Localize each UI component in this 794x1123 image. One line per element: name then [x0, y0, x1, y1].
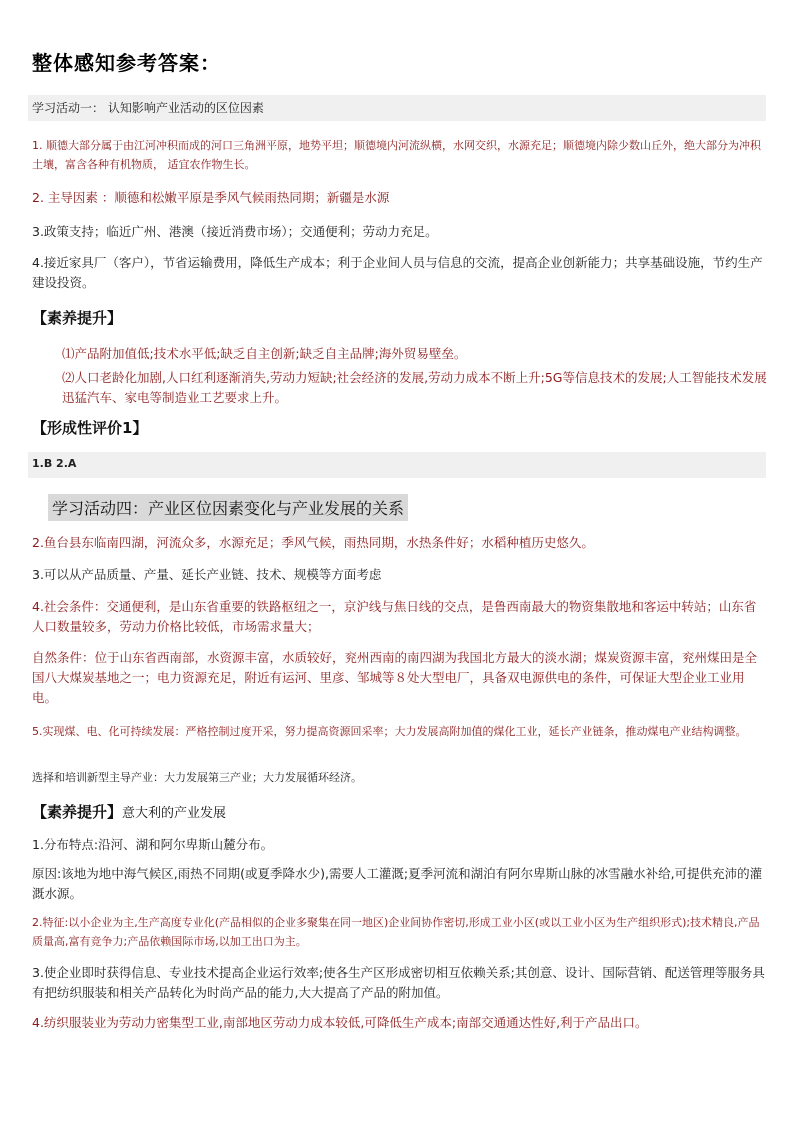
suyang2-answer-3: 3.使企业即时获得信息、专业技术提高企业运行效率;使各生产区形成密切相互依赖关系;其创意、设计、国际营销、配送管理等服务具有把纺织服装和相关产品转化为时尚产品的能力,大大提高了产品的附加值。 [32, 965, 765, 1000]
suyang1-answer-1: ⑴产品附加值低;技术水平低;缺乏自主创新;缺乏自主品牌;海外贸易壁垒。 [62, 346, 467, 361]
activity4-heading: 学习活动四：产业区位因素变化与产业发展的关系 [48, 494, 408, 521]
suyang2-heading-label: 【素养提升】 [32, 803, 123, 821]
a1-answer-4: 4.接近家具厂（客户），节省运输费用，降低生产成本；利于企业间人员与信息的交流，提高企业创新能力；共享基础设施，节约生产建设投资。 [32, 255, 763, 290]
a1-answer-3: 3.政策支持；临近广州、港澳（接近消费市场）；交通便利；劳动力充足。 [32, 224, 438, 239]
a4-answer-5: 5.实现煤、电、化可持续发展：严格控制过度开采，努力提高资源回采率；大力发展高附加值的煤化工业，延长产业链条，推动煤电产业结构调整。 [32, 725, 747, 738]
suyang2-answer-2: 2.特征:以小企业为主,生产高度专业化(产品相似的企业多聚集在同一地区)企业间协作密切,形成工业小区(或以工业小区为生产组织形式);技术精良,产品质量高,富有竞争力;产品依赖国际市场,以加工出口为主。 [32, 916, 760, 948]
a1-answer-1: 1. 顺德大部分属于由江河冲积而成的河口三角洲平原，地势平坦；顺德境内河流纵横，水网交织，水源充足；顺德境内除少数山丘外，绝大部分为冲积土壤，富含各种有机物质， 适宜农作物生长。 [32, 139, 761, 171]
a1-answer-2: 2. 主导因素 ：顺德和松嫩平原是季风气候雨热同期；新疆是水源 [32, 190, 390, 205]
xingcheng-heading: 【形成性评价1】 [32, 419, 148, 437]
a4-answer-2: 2.鱼台县东临南四湖，河流众多，水源充足；季风气候，雨热同期，水热条件好；水稻种植历史悠久。 [32, 535, 594, 550]
suyang2-answer-4: 4.纺织服装业为劳动力密集型工业,南部地区劳动力成本较低,可降低生产成本;南部交通通达性好,利于产品出口。 [32, 1015, 648, 1030]
suyang1-answer-2: ⑵人口老龄化加剧,人口红利逐渐消失,劳动力短缺;社会经济的发展,劳动力成本不断上升;5G等信息技术的发展;人工智能技术发展迅猛汽车、家电等制造业工艺要求上升。 [62, 370, 767, 405]
a4-answer-4-natural: 自然条件：位于山东省西南部，水资源丰富，水质较好，兖州西南的南四湖为我国北方最大的淡水湖；煤炭资源丰富，兖州煤田是全国八大煤炭基地之一；电力资源充足，附近有运河、里彦、邹城等８处大型电厂，具备双电源供电的条件，可保证大型企业工业用电。 [32, 650, 758, 705]
suyang2-answer-1b: 原因:该地为地中海气候区,雨热不同期(或夏季降水少),需要人工灌溉;夏季河流和湖泊有阿尔卑斯山脉的冰雪融水补给,可提供充沛的灌溉水源。 [32, 866, 763, 901]
a4-answer-3: 3.可以从产品质量、产量、延长产业链、技术、规模等方面考虑 [32, 567, 382, 582]
activity1-heading: 学习活动一： 认知影响产业活动的区位因素 [32, 101, 264, 115]
suyang2-answer-1: 1.分布特点:沿河、湖和阿尔卑斯山麓分布。 [32, 837, 274, 852]
a4-answer-4: 4.社会条件：交通便利，是山东省重要的铁路枢纽之一，京沪线与焦日线的交点，是鲁西南最大的物资集散地和客运中转站；山东省人口数量较多，劳动力价格比较低，市场需求量大； [32, 599, 757, 634]
suyang2-heading-suffix: 意大利的产业发展 [122, 806, 227, 821]
a4-answer-5b: 选择和培训新型主导产业：大力发展第三产业；大力发展循环经济。 [32, 771, 362, 784]
xingcheng-answers: 1.B 2.A [32, 457, 77, 470]
answers-band [28, 452, 766, 478]
page-title: 整体感知参考答案： [32, 51, 221, 75]
suyang-heading-2 [32, 801, 226, 822]
suyang-heading-1: 【素养提升】 [32, 309, 123, 327]
